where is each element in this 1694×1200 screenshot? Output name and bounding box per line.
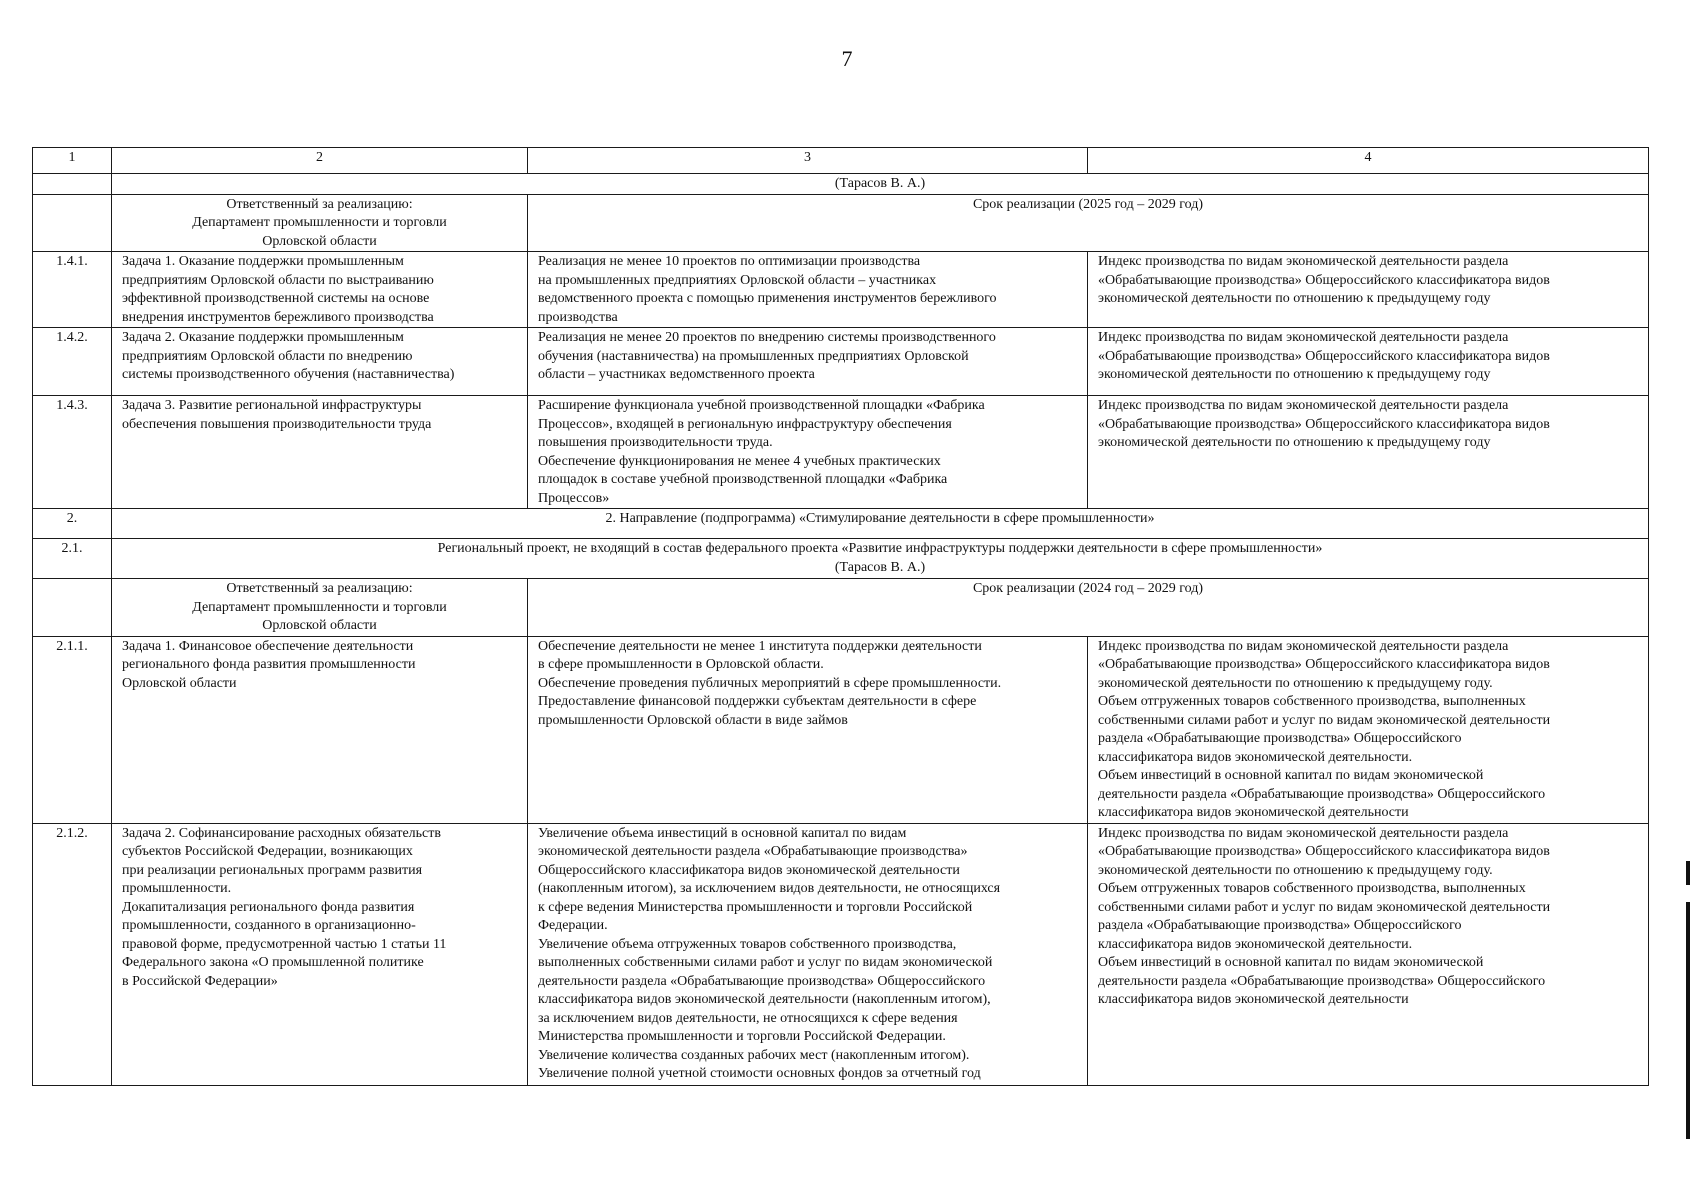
project-row-2-1 <box>33 539 1649 579</box>
text-line: Докапитализация регионального фонда развития <box>122 899 415 915</box>
text-line: экономической деятельности по отношению к предыдущему году <box>1098 291 1491 306</box>
indicator-cell <box>1088 823 1649 1085</box>
task-cell <box>112 396 528 509</box>
text-line: (Тарасов В. А.) <box>834 559 926 575</box>
text-line: Объем инвестиций в основной капитал по видам экономической <box>1098 768 1484 783</box>
empty-num-cell <box>33 194 112 252</box>
text-line: Обеспечение функционирования не менее 4 учебных практических <box>538 453 941 469</box>
task-cell <box>112 252 528 328</box>
text-line: Процессов» <box>538 490 610 506</box>
header-col-1: 1 <box>33 148 112 174</box>
responsible-row <box>33 194 1649 252</box>
responsible-row <box>33 579 1649 637</box>
text-line: за исключением видов деятельности, не относящихся к сфере ведения <box>538 1010 958 1026</box>
project-title <box>112 539 1649 579</box>
task-number: 2.1.1. <box>33 636 112 823</box>
text-line: экономической деятельности по отношению к предыдущему году <box>1098 367 1491 382</box>
direction-title: 2. Направление (подпрограмма) «Стимулирование деятельности в сфере промышленности» <box>112 509 1649 539</box>
direction-row-2 <box>33 509 1649 539</box>
task-row-2-1-1 <box>33 636 1649 823</box>
task-cell <box>112 328 528 396</box>
text-line: к сфере ведения Министерства промышленности и торговли Российской <box>538 899 973 915</box>
page-number: 7 <box>841 46 853 71</box>
text-line: Увеличение объема отгруженных товаров собственного производства, <box>538 936 957 952</box>
text-line: экономической деятельности по отношению к предыдущему году. <box>1098 862 1493 878</box>
text-line: системы производственного обучения (наставничества) <box>122 367 455 382</box>
text-line: Увеличение объема инвестиций в основной капитал по видам <box>538 825 907 841</box>
text-line: Задача 1. Финансовое обеспечение деятельности <box>122 638 414 654</box>
effect-cell <box>528 396 1088 509</box>
text-line: классификатора видов экономической деятельности <box>1098 805 1409 820</box>
text-line: промышленности Орловской области в виде займов <box>538 712 848 728</box>
responsible-line: Ответственный за реализацию: <box>226 581 413 596</box>
header-col-3: 3 <box>528 148 1088 174</box>
text-line: Индекс производства по видам экономической деятельности раздела <box>1098 330 1509 345</box>
text-line: «Обрабатывающие производства» Общероссийского классификатора видов <box>1098 416 1550 432</box>
text-line: Реализация не менее 10 проектов по оптимизации производства <box>538 254 921 269</box>
text-line: Объем отгруженных товаров собственного производства, выполненных <box>1098 881 1526 896</box>
text-line: ведомственного проекта с помощью применения инструментов бережливого <box>538 291 997 306</box>
text-line: регионального фонда развития промышленности <box>122 657 416 672</box>
term-cell: Срок реализации (2025 год – 2029 год) <box>528 194 1649 252</box>
text-line: собственными силами работ и услуг по видам экономической деятельности <box>1098 712 1551 728</box>
text-line: классификатора видов экономической деятельности. <box>1098 749 1413 765</box>
text-line: Задача 2. Оказание поддержки промышленным <box>122 330 404 345</box>
curator-text: (Тарасов В. А.) <box>112 174 1649 195</box>
task-number: 2.1.2. <box>33 823 112 1085</box>
text-line: Объем отгруженных товаров собственного производства, выполненных <box>1098 694 1526 709</box>
project-curator-row <box>33 174 1649 195</box>
effect-cell <box>528 328 1088 396</box>
text-line: деятельности раздела «Обрабатывающие производства» Общероссийского <box>1098 973 1546 989</box>
header-col-2: 2 <box>112 148 528 174</box>
text-line: Расширение функционала учебной производственной площадки «Фабрика <box>538 398 985 413</box>
indicator-cell <box>1088 328 1649 396</box>
text-line: Предоставление финансовой поддержки субъектам деятельности в сфере <box>538 694 977 709</box>
text-line: Индекс производства по видам экономической деятельности раздела <box>1098 825 1509 841</box>
text-line: Обеспечение деятельности не менее 1 института поддержки деятельности <box>538 638 982 654</box>
text-line: Задача 3. Развитие региональной инфраструктуры <box>122 398 422 413</box>
project-number: 2.1. <box>33 539 112 579</box>
text-line: классификатора видов экономической деятельности. <box>1098 936 1413 952</box>
text-line: обучения (наставничества) на промышленных предприятиях Орловской <box>538 348 969 364</box>
indicator-cell <box>1088 252 1649 328</box>
text-line: на промышленных предприятиях Орловской области – участниках <box>538 272 937 288</box>
text-line: предприятиям Орловской области по внедрению <box>122 348 413 364</box>
responsible-line: Орловской области <box>262 233 377 249</box>
responsible-line: Департамент промышленности и торговли <box>192 215 447 230</box>
task-number: 1.4.3. <box>33 396 112 509</box>
text-line: Индекс производства по видам экономической деятельности раздела <box>1098 398 1509 413</box>
text-line: Процессов», входящей в региональную инфраструктуру обеспечения <box>538 416 952 432</box>
responsible-line: Департамент промышленности и торговли <box>192 599 447 615</box>
text-line: субъектов Российской Федерации, возникающих <box>122 844 413 859</box>
text-line: Индекс производства по видам экономической деятельности раздела <box>1098 638 1509 654</box>
text-line: промышленности. <box>122 881 232 896</box>
task-cell <box>112 636 528 823</box>
text-line: собственными силами работ и услуг по видам экономической деятельности <box>1098 899 1551 915</box>
text-line: раздела «Обрабатывающие производства» Общероссийского <box>1098 731 1462 746</box>
direction-number: 2. <box>33 509 112 539</box>
scan-edge-mark <box>1686 902 1690 1139</box>
text-line: выполненных собственными силами работ и услуг по видам экономической <box>538 955 993 970</box>
task-row-1-4-2 <box>33 328 1649 396</box>
indicator-cell <box>1088 396 1649 509</box>
text-line: эффективной производственной системы на основе <box>122 291 430 306</box>
text-line: экономической деятельности по отношению к предыдущему году. <box>1098 675 1493 691</box>
text-line: Объем инвестиций в основной капитал по видам экономической <box>1098 955 1484 970</box>
text-line: внедрения инструментов бережливого производства <box>122 309 434 325</box>
text-line: Увеличение полной учетной стоимости основных фондов за отчетный год <box>538 1066 981 1081</box>
empty-num-cell <box>33 579 112 637</box>
text-line: производства <box>538 309 618 325</box>
header-col-4: 4 <box>1088 148 1649 174</box>
text-line: в Российской Федерации» <box>122 973 278 989</box>
text-line: области – участниках ведомственного проекта <box>538 367 815 382</box>
text-line: Общероссийского классификатора видов экономической деятельности <box>538 862 960 878</box>
text-line: «Обрабатывающие производства» Общероссийского классификатора видов <box>1098 657 1550 672</box>
effect-cell <box>528 252 1088 328</box>
text-line: деятельности раздела «Обрабатывающие производства» Общероссийского <box>538 973 986 989</box>
text-line: правовой форме, предусмотренной частью 1 статьи 11 <box>122 936 447 952</box>
text-line: повышения производительности труда. <box>538 435 773 450</box>
text-line: Реализация не менее 20 проектов по внедрению системы производственного <box>538 330 996 345</box>
text-line: Федерации. <box>538 918 608 933</box>
task-row-1-4-3 <box>33 396 1649 509</box>
text-line: (накопленным итогом), за исключением видов деятельности, не относящихся <box>538 881 1001 896</box>
empty-num-cell <box>33 174 112 195</box>
text-line: Увеличение количества созданных рабочих мест (накопленным итогом). <box>538 1047 970 1063</box>
text-line: деятельности раздела «Обрабатывающие производства» Общероссийского <box>1098 786 1546 802</box>
task-cell <box>112 823 528 1085</box>
text-line: площадок в составе учебной производственной площадки «Фабрика <box>538 472 948 487</box>
plan-table <box>32 147 1649 1086</box>
scan-edge-mark <box>1686 861 1690 885</box>
task-row-1-4-1 <box>33 252 1649 328</box>
effect-cell <box>528 636 1088 823</box>
text-line: Задача 1. Оказание поддержки промышленным <box>122 254 404 269</box>
text-line: Задача 2. Софинансирование расходных обязательств <box>122 825 441 841</box>
text-line: «Обрабатывающие производства» Общероссийского классификатора видов <box>1098 348 1550 364</box>
responsible-cell <box>112 579 528 637</box>
text-line: предприятиям Орловской области по выстраиванию <box>122 272 434 288</box>
text-line: «Обрабатывающие производства» Общероссийского классификатора видов <box>1098 844 1550 859</box>
text-line: промышленности, созданного в организационно- <box>122 918 416 933</box>
text-line: при реализации региональных программ развития <box>122 862 423 878</box>
text-line: Региональный проект, не входящий в состав федерального проекта «Развитие инфраструктуры поддержки деятельности в сфере промышленности» <box>437 541 1323 556</box>
responsible-line: Орловской области <box>262 618 377 633</box>
responsible-line: Ответственный за реализацию: <box>226 196 413 212</box>
text-line: в сфере промышленности в Орловской области. <box>538 657 824 672</box>
task-number: 1.4.1. <box>33 252 112 328</box>
task-number: 1.4.2. <box>33 328 112 396</box>
text-line: экономической деятельности раздела «Обрабатывающие производства» <box>538 844 968 859</box>
text-line: Орловской области <box>122 675 237 691</box>
indicator-cell <box>1088 636 1649 823</box>
effect-cell <box>528 823 1088 1085</box>
text-line: экономической деятельности по отношению к предыдущему году <box>1098 435 1491 450</box>
text-line: «Обрабатывающие производства» Общероссийского классификатора видов <box>1098 272 1550 288</box>
text-line: классификатора видов экономической деятельности <box>1098 992 1409 1007</box>
text-line: Индекс производства по видам экономической деятельности раздела <box>1098 254 1509 269</box>
text-line: обеспечения повышения производительности труда <box>122 416 432 432</box>
responsible-cell <box>112 194 528 252</box>
text-line: Федерального закона «О промышленной политике <box>122 955 424 970</box>
term-cell: Срок реализации (2024 год – 2029 год) <box>528 579 1649 637</box>
text-line: Министерства промышленности и торговли Российской Федерации. <box>538 1029 946 1044</box>
header-row <box>33 148 1649 174</box>
task-row-2-1-2 <box>33 823 1649 1085</box>
text-line: Обеспечение проведения публичных мероприятий в сфере промышленности. <box>538 675 1002 691</box>
text-line: раздела «Обрабатывающие производства» Общероссийского <box>1098 918 1462 933</box>
text-line: классификатора видов экономической деятельности (накопленным итогом), <box>538 992 991 1007</box>
